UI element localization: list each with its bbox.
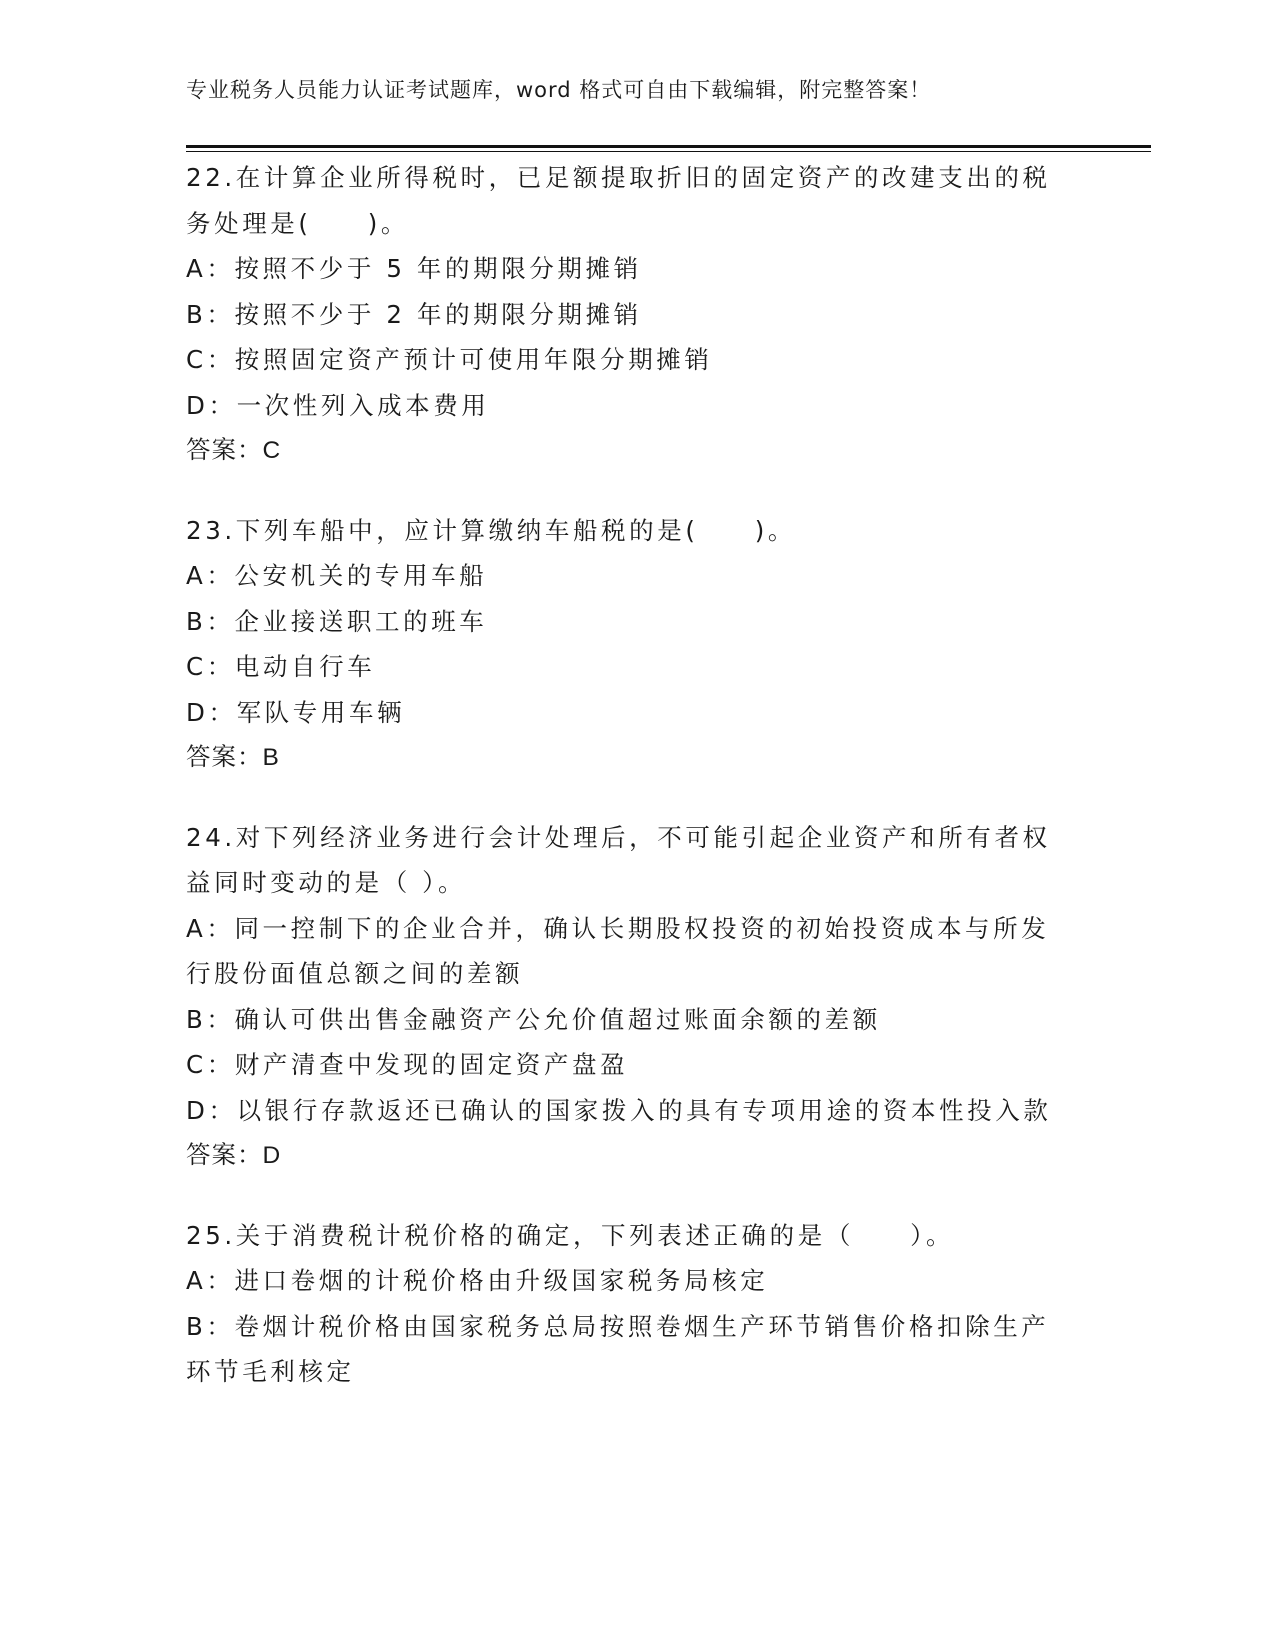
option-d: D：军队专用车辆	[186, 697, 406, 727]
option-a: A：按照不少于 5 年的期限分期摊销	[186, 254, 642, 283]
answer-line: 答案：B	[186, 744, 280, 771]
answer-line: 答案：C	[186, 437, 282, 464]
question-stem-line: 23.下列车船中，应计算缴纳车船税的是( )。	[186, 515, 796, 545]
option-b: B：企业接送职工的班车	[186, 606, 488, 636]
question-list	[186, 155, 1086, 1429]
option-b-continued: 环节毛利核定	[186, 1357, 355, 1386]
question-24	[186, 815, 1086, 1179]
header-rule-thick	[186, 145, 1151, 148]
option-a: A：进口卷烟的计税价格由升级国家税务局核定	[186, 1266, 769, 1295]
option-b: B：确认可供出售金融资产公允价值超过账面余额的差额	[186, 1004, 881, 1034]
question-25	[186, 1213, 1086, 1395]
header-rule-thin	[186, 151, 1151, 152]
option-d: D：以银行存款返还已确认的国家拨入的具有专项用途的资本性投入款	[186, 1095, 1052, 1125]
option-d: D：一次性列入成本费用	[186, 390, 490, 420]
question-22	[186, 155, 1086, 474]
option-a: A：公安机关的专用车船	[186, 561, 488, 590]
option-c: C：财产清查中发现的固定资产盘盈	[186, 1050, 629, 1079]
question-stem-line: 务处理是( )。	[186, 208, 410, 238]
option-c: C：电动自行车	[186, 652, 376, 681]
question-23	[186, 508, 1086, 781]
option-b: B：按照不少于 2 年的期限分期摊销	[186, 299, 642, 329]
question-stem-line: 25.关于消费税计税价格的确定，下列表述正确的是（ ）。	[186, 1220, 955, 1250]
option-a-continued: 行股份面值总额之间的差额	[186, 959, 524, 988]
question-stem-line: 22.在计算企业所得税时，已足额提取折旧的固定资产的改建支出的税	[186, 163, 1051, 192]
question-stem-line: 益同时变动的是（ ）。	[186, 868, 467, 897]
page-header: 专业税务人员能力认证考试题库，word 格式可自由下载编辑，附完整答案！	[186, 78, 932, 102]
option-b: B：卷烟计税价格由国家税务总局按照卷烟生产环节销售价格扣除生产	[186, 1311, 1050, 1341]
option-c: C：按照固定资产预计可使用年限分期摊销	[186, 345, 713, 374]
answer-line: 答案：D	[186, 1142, 282, 1169]
option-a: A：同一控制下的企业合并，确认长期股权投资的初始投资成本与所发	[186, 913, 1050, 943]
question-stem-line: 24.对下列经济业务进行会计处理后，不可能引起企业资产和所有者权	[186, 822, 1051, 852]
